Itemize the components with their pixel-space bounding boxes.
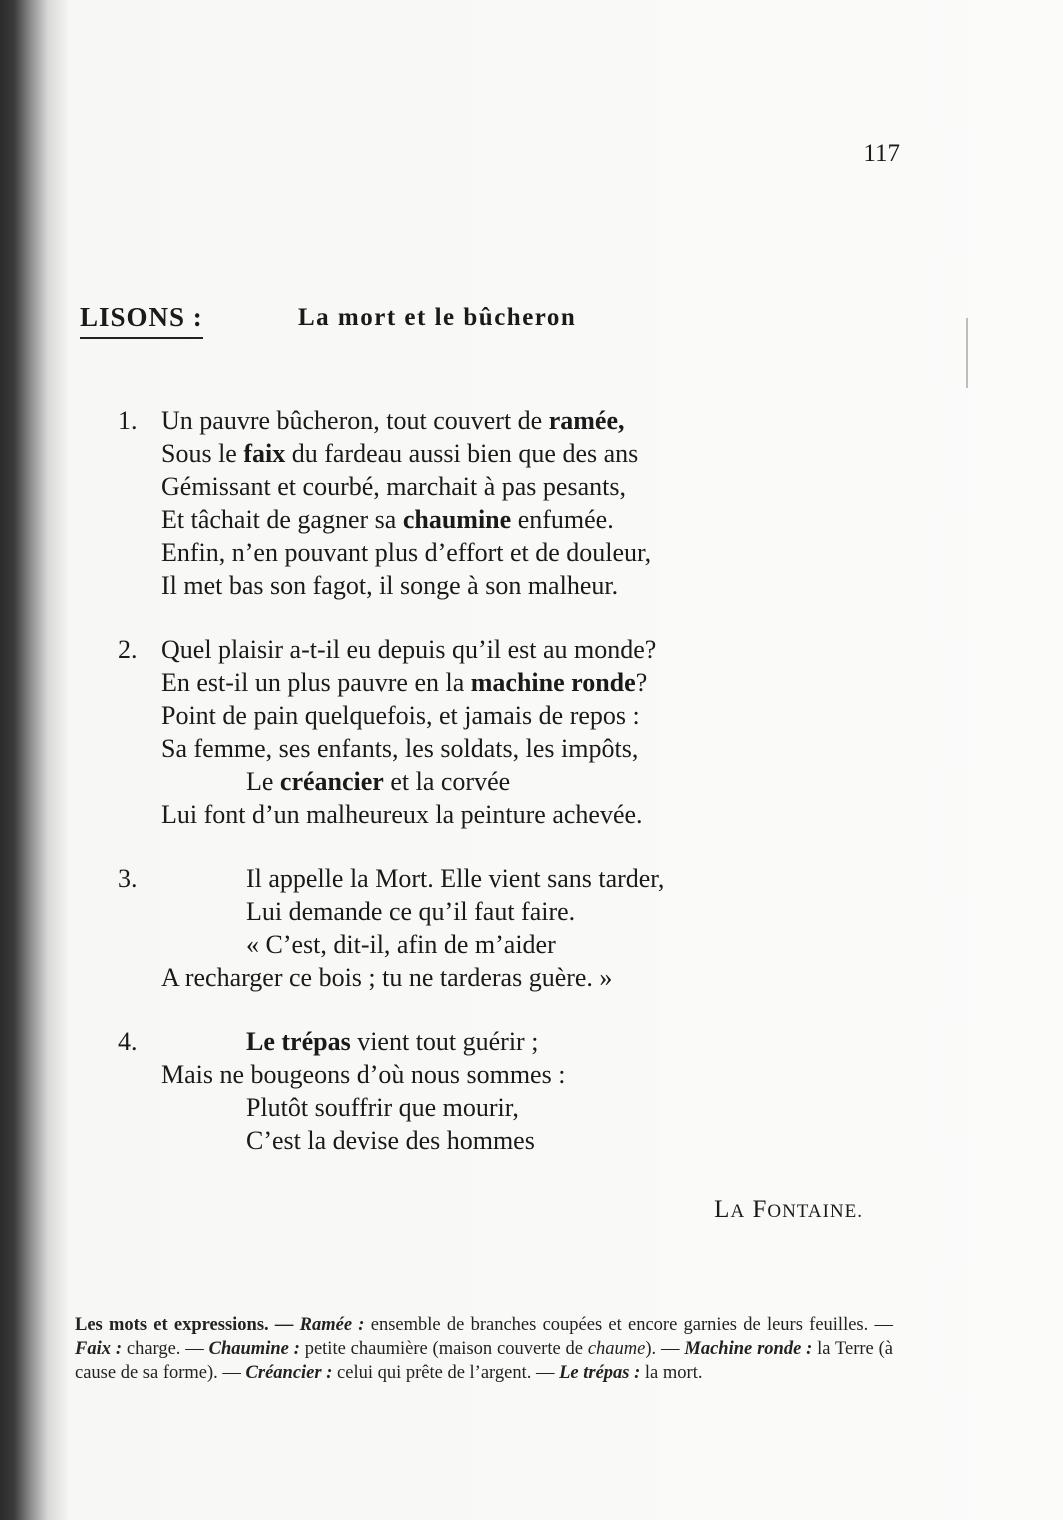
line-text: Point de pain quelquefois, et jamais de repos : (161, 701, 640, 730)
line-text: du fardeau aussi bien que des ans (285, 439, 639, 468)
line-text: Plutôt souffrir que mourir, (246, 1093, 519, 1122)
vocabulary-notes (75, 1313, 893, 1385)
poem (118, 404, 838, 1188)
note-text: celui qui prête de l’argent. — (332, 1363, 560, 1383)
section-label: LISONS : (80, 302, 203, 339)
note-text: charge. — (122, 1339, 209, 1359)
author-rest-1: A (730, 1201, 746, 1222)
note-text: la mort. (640, 1363, 703, 1383)
poem-line (118, 633, 838, 666)
line-text: Le (246, 767, 280, 796)
poem-line (118, 437, 838, 470)
line-text: enfumée. (511, 505, 614, 534)
bold-word: ramée, (548, 406, 625, 435)
section-heading (80, 302, 780, 346)
margin-mark (966, 318, 968, 388)
bold-word: Le trépas (246, 1027, 351, 1056)
line-text: Un pauvre bûcheron, tout couvert de (161, 406, 549, 435)
line-text: Lui font d’un malheureux la peinture achevée. (161, 800, 643, 829)
stanza-number: 3. (118, 864, 138, 893)
line-text: Gémissant et courbé, marchait à pas pesants, (161, 472, 626, 501)
stanza (118, 1025, 838, 1157)
poem-line (118, 961, 838, 994)
stanza-number: 4. (118, 1027, 138, 1056)
author-initial-2: F (752, 1196, 768, 1223)
stanza (118, 862, 838, 994)
poem-line (118, 503, 838, 536)
poem-line (118, 404, 838, 437)
note-text: la Terre (à cause de sa forme). — (75, 1339, 893, 1383)
line-text: Sous le (161, 439, 244, 468)
poem-author (714, 1196, 863, 1224)
line-text: Quel plaisir a-t-il eu depuis qu’il est au monde? (161, 635, 657, 664)
poem-line (118, 798, 838, 831)
poem-line (118, 862, 838, 895)
line-text: et la corvée (383, 767, 511, 796)
line-text: « C’est, dit-il, afin de m’aider (246, 930, 556, 959)
poem-line (118, 1025, 838, 1058)
poem-line (118, 765, 838, 798)
note-text: ensemble de branches coupées et encore garnies de leurs feuilles. — (364, 1315, 894, 1335)
note-term: Ramée : (299, 1315, 365, 1335)
page-number: 117 (863, 140, 900, 167)
poem-line (118, 470, 838, 503)
line-text: A recharger ce bois ; tu ne tarderas guère. » (161, 963, 613, 992)
author-rest-2: ONTAINE. (767, 1201, 863, 1222)
bold-word: machine ronde (470, 668, 636, 697)
poem-line (118, 1124, 838, 1157)
line-text: Il appelle la Mort. Elle vient sans tarder, (246, 864, 665, 893)
note-term: Machine ronde : (684, 1339, 813, 1359)
bold-word: chaumine (402, 505, 512, 534)
poem-line (118, 699, 838, 732)
stanza (118, 404, 838, 602)
note-term: Faix : (75, 1339, 122, 1359)
line-text: Et tâchait de gagner sa (161, 505, 403, 534)
line-text: Il met bas son fagot, il songe à son malheur. (161, 571, 619, 600)
line-text: En est-il un plus pauvre en la (161, 668, 471, 697)
poem-line (118, 732, 838, 765)
line-text: Enfin, n’en pouvant plus d’effort et de douleur, (161, 538, 652, 567)
author-initial-1: L (714, 1196, 731, 1223)
stanza (118, 633, 838, 831)
poem-line (118, 569, 838, 602)
note-term: Créancier : (245, 1363, 333, 1383)
notes-lead: Les mots et expressions. — (75, 1315, 300, 1335)
note-term: Chaumine : (208, 1339, 300, 1359)
poem-line (118, 1058, 838, 1091)
poem-line (118, 895, 838, 928)
bold-word: faix (243, 439, 286, 468)
poem-title: La mort et le bûcheron (298, 304, 577, 331)
poem-line (118, 928, 838, 961)
note-text: ). — (645, 1339, 685, 1359)
bold-word: créancier (279, 767, 384, 796)
note-text: chaume (587, 1339, 646, 1359)
note-text: petite chaumière (maison couverte de (299, 1339, 588, 1359)
line-text: ? (635, 668, 648, 697)
line-text: Mais ne bougeons d’où nous sommes : (161, 1060, 566, 1089)
stanza-number: 2. (118, 635, 138, 664)
line-text: C’est la devise des hommes (246, 1126, 535, 1155)
line-text: Sa femme, ses enfants, les soldats, les impôts, (161, 734, 639, 763)
stanza-number: 1. (118, 406, 138, 435)
line-text: Lui demande ce qu’il faut faire. (246, 897, 576, 926)
poem-line (118, 536, 838, 569)
line-text: vient tout guérir ; (350, 1027, 539, 1056)
poem-line (118, 1091, 838, 1124)
poem-line (118, 666, 838, 699)
note-term: Le trépas : (559, 1363, 641, 1383)
